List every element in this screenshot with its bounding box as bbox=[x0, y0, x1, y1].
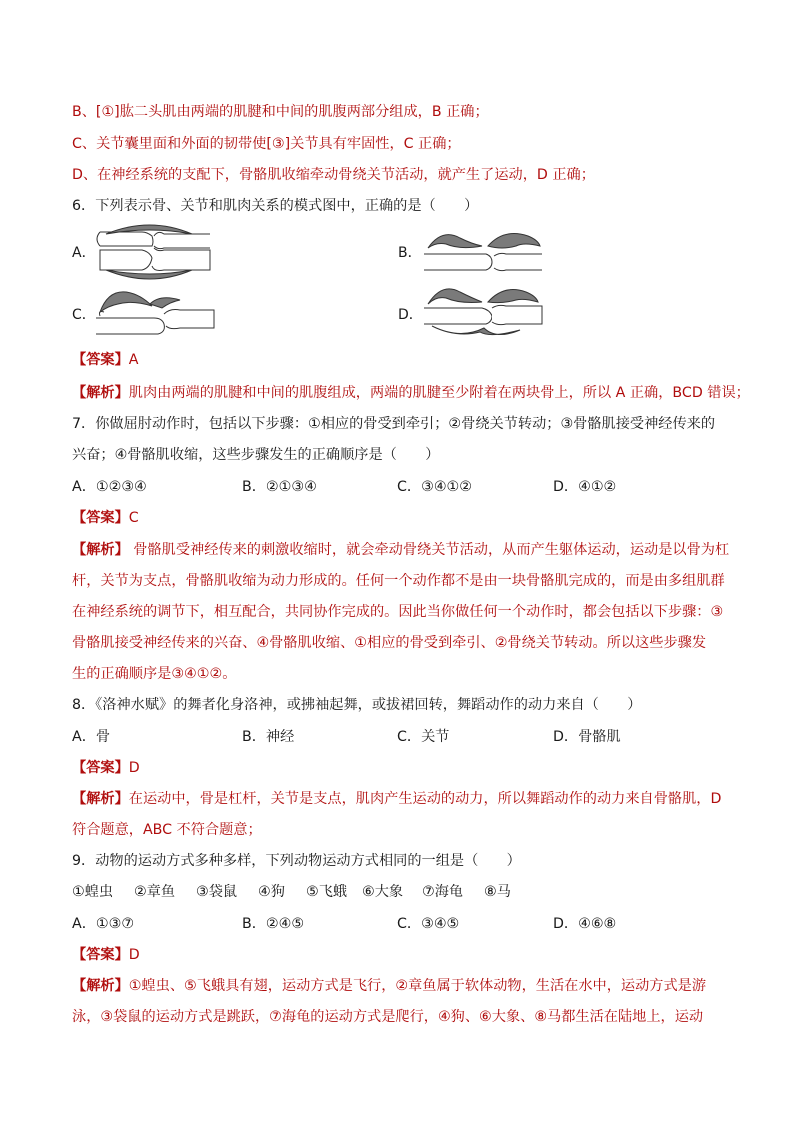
q8-analysis-line2: 符合题意，ABC 不符合题意； bbox=[72, 822, 262, 838]
q7-stem-line1: 7．你做屈肘动作时，包括以下步骤：①相应的骨受到牵引；②骨绕关节转动；③骨骼肌接受神经传来的 bbox=[72, 416, 716, 432]
q9-animal-7: ⑦海龟 bbox=[422, 884, 464, 900]
q6-figure-c bbox=[92, 282, 216, 338]
q6-answer: A bbox=[128, 352, 139, 368]
q9-animal-8: ⑧马 bbox=[484, 884, 511, 900]
q9-analysis-line2: 泳，③袋鼠的运动方式是跳跃，⑦海龟的运动方式是爬行，④狗、⑥大象、⑧马都生活在陆地上，运动 bbox=[72, 1009, 704, 1025]
q9-animal-list bbox=[72, 882, 732, 902]
q9-animal-1: ①蝗虫 bbox=[72, 884, 114, 900]
q9-answer: D bbox=[128, 947, 140, 963]
q9-option-c: C．③④⑤ bbox=[397, 916, 460, 932]
explanation-line-c: C、关节囊里面和外面的韧带使[③]关节具有牢固性，C 正确； bbox=[72, 136, 461, 152]
q6-label-d: D． bbox=[398, 307, 423, 323]
q7-analysis-tag: 【解析】 bbox=[72, 542, 129, 558]
q6-figure-b bbox=[420, 224, 544, 274]
q9-animal-2: ②章鱼 bbox=[134, 884, 176, 900]
q7-option-b: B．②①③④ bbox=[242, 479, 317, 495]
q8-answer-line bbox=[72, 758, 732, 778]
q8-answer-tag: 【答案】 bbox=[72, 760, 129, 776]
q6-analysis: 肌肉由两端的肌腱和中间的肌腹组成，两端的肌腱至少附着在两块骨上，所以 A 正确，BCD 错误； bbox=[128, 385, 750, 401]
q6-answer-line bbox=[72, 350, 732, 370]
q7-analysis-line4: 骨骼肌接受神经传来的兴奋、④骨骼肌收缩、①相应的骨受到牵引、②骨绕关节转动。所以这些步骤发 bbox=[72, 635, 707, 651]
q9-analysis-text1: ①蝗虫、⑤飞蛾具有翅，运动方式是飞行，②章鱼属于软体动物，生活在水中，运动方式是游 bbox=[128, 978, 707, 994]
q9-animal-5: ⑤飞蛾 bbox=[306, 884, 348, 900]
q6-figure-a bbox=[92, 222, 212, 284]
q7-answer-line bbox=[72, 508, 732, 528]
q9-animal-4: ④狗 bbox=[258, 884, 285, 900]
q9-answer-tag: 【答案】 bbox=[72, 947, 129, 963]
q9-animal-6: ⑥大象 bbox=[362, 884, 404, 900]
q7-analysis-line5: 生的正确顺序是③④①②。 bbox=[72, 666, 237, 682]
q6-figure-d bbox=[420, 282, 544, 344]
q7-analysis-line2: 杆，关节为支点，骨骼肌收缩为动力形成的。任何一个动作都不是由一块骨骼肌完成的，而是由多组肌群 bbox=[72, 573, 725, 589]
q6-label-a: A． bbox=[72, 245, 96, 261]
q8-answer: D bbox=[128, 760, 140, 776]
q8-analysis-tag: 【解析】 bbox=[72, 791, 129, 807]
q7-analysis-line1 bbox=[72, 540, 732, 560]
q9-answer-line bbox=[72, 945, 732, 965]
q8-analysis-line1 bbox=[72, 789, 732, 809]
explanation-line-b: B、[①]肱二头肌由两端的肌腱和中间的肌腹两部分组成，B 正确； bbox=[72, 104, 489, 120]
q8-stem: 8．《洛神水赋》的舞者化身洛神，或拂袖起舞，或拔裙回转，舞蹈动作的动力来自（ ） bbox=[72, 697, 642, 713]
q7-stem-line2: 兴奋；④骨骼肌收缩，这些步骤发生的正确顺序是（ ） bbox=[72, 447, 440, 463]
q6-analysis-tag: 【解析】 bbox=[72, 385, 129, 401]
q7-answer: C bbox=[128, 510, 139, 526]
q9-stem: 9．动物的运动方式多种多样，下列动物运动方式相同的一组是（ ） bbox=[72, 853, 521, 869]
q6-label-b: B． bbox=[398, 245, 422, 261]
q6-label-c: C． bbox=[72, 307, 96, 323]
q8-option-b: B．神经 bbox=[242, 729, 295, 745]
q8-option-a: A．骨 bbox=[72, 729, 111, 745]
q9-analysis-line1 bbox=[72, 976, 732, 996]
q9-option-b: B．②④⑤ bbox=[242, 916, 305, 932]
q7-analysis-text1: 骨骼肌受神经传来的刺激收缩时，就会牵动骨绕关节活动，从而产生躯体运动，运动是以骨为杠 bbox=[128, 542, 730, 558]
q6-analysis-line bbox=[72, 383, 750, 403]
q8-options bbox=[72, 727, 732, 747]
q7-options bbox=[72, 477, 732, 497]
q7-option-c: C．③④①② bbox=[397, 479, 472, 495]
q6-stem: 6．下列表示骨、关节和肌肉关系的模式图中，正确的是（ ） bbox=[72, 198, 479, 214]
explanation-line-d: D、在神经系统的支配下，骨骼肌收缩牵动骨绕关节活动，就产生了运动，D 正确； bbox=[72, 167, 595, 183]
q7-answer-tag: 【答案】 bbox=[72, 510, 129, 526]
q9-option-a: A．①③⑦ bbox=[72, 916, 135, 932]
q9-analysis-tag: 【解析】 bbox=[72, 978, 129, 994]
q6-answer-tag: 【答案】 bbox=[72, 352, 129, 368]
q9-animal-3: ③袋鼠 bbox=[196, 884, 238, 900]
q9-option-d: D．④⑥⑧ bbox=[553, 916, 617, 932]
q7-analysis-line3: 在神经系统的调节下，相互配合，共同协作完成的。因此当你做任何一个动作时，都会包括以下步骤：③ bbox=[72, 604, 724, 620]
q9-options bbox=[72, 914, 732, 934]
q7-option-a: A．①②③④ bbox=[72, 479, 147, 495]
q8-option-d: D．骨骼肌 bbox=[553, 729, 621, 745]
q8-analysis-text1: 在运动中，骨是杠杆，关节是支点，肌肉产生运动的动力，所以舞蹈动作的动力来自骨骼肌，D bbox=[128, 791, 722, 807]
q7-option-d: D．④①② bbox=[553, 479, 617, 495]
q8-option-c: C．关节 bbox=[397, 729, 450, 745]
